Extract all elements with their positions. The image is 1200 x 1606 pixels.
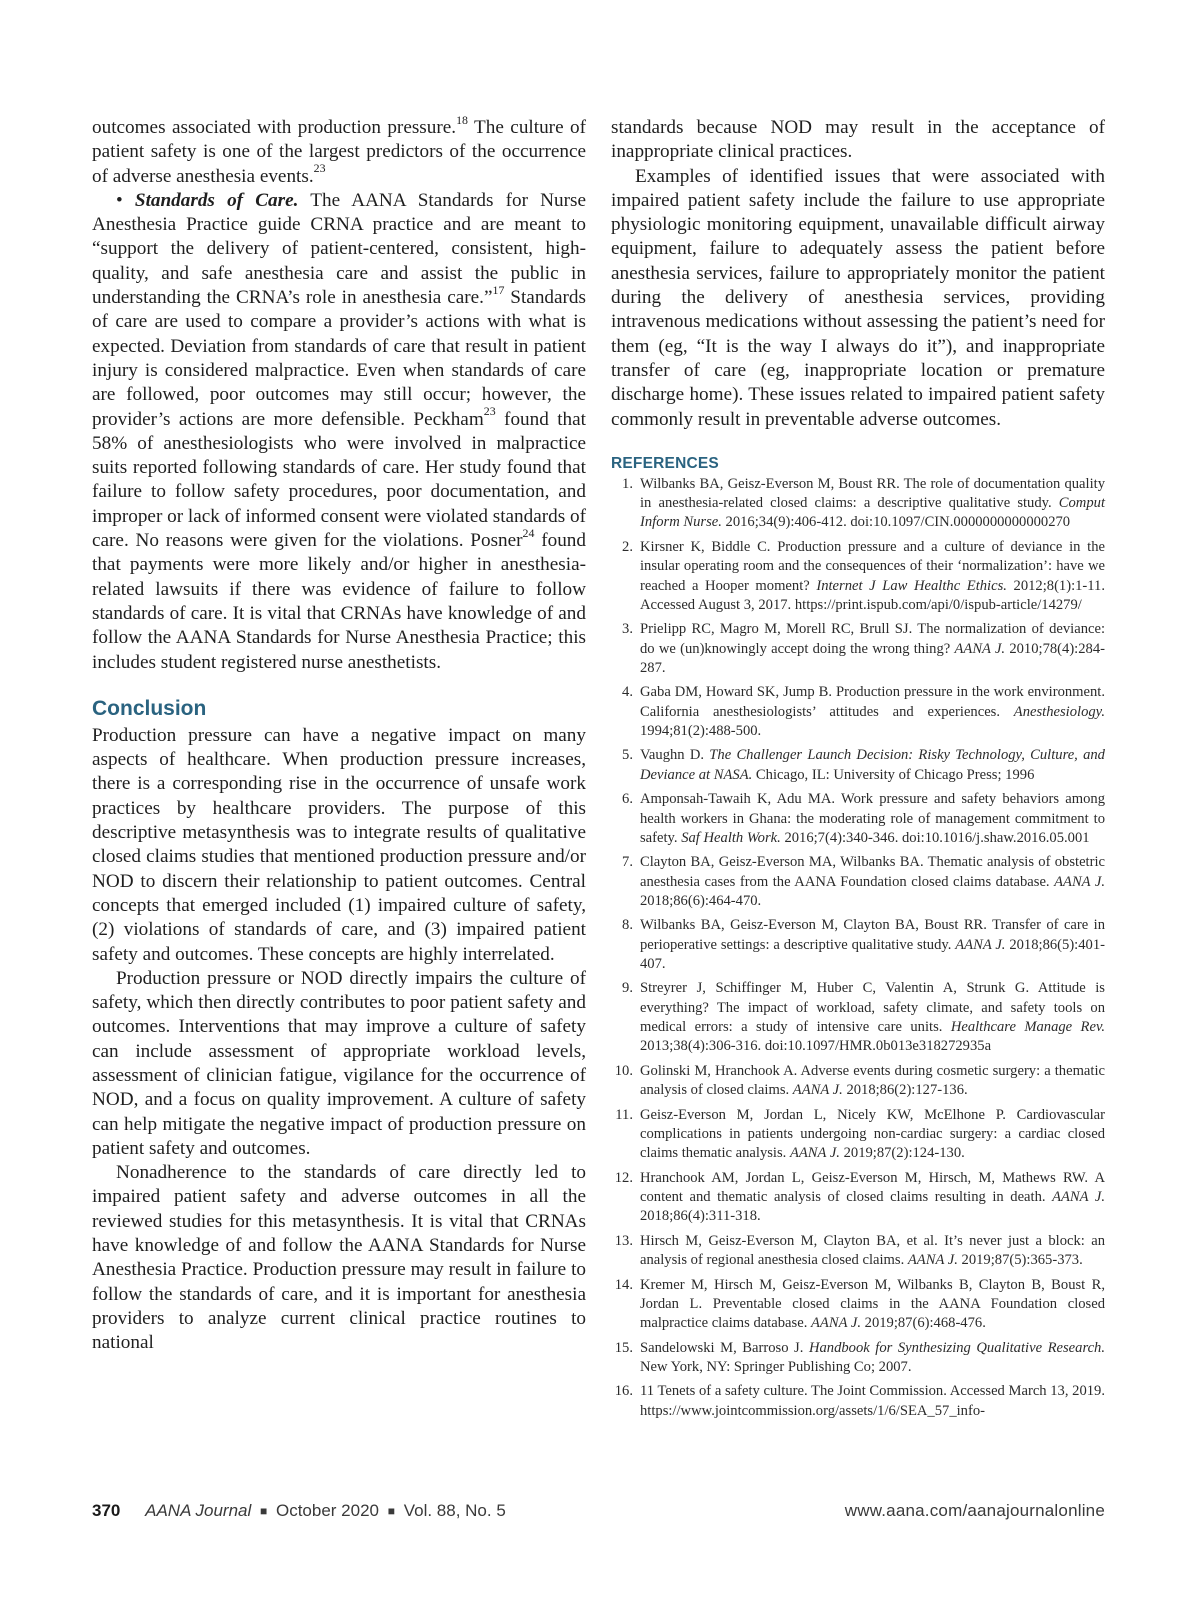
conclusion-heading: Conclusion: [92, 696, 207, 720]
bullet-icon: •: [116, 189, 123, 211]
reference-number: 11.: [615, 1106, 633, 1123]
paragraph-examples-of-issues: Examples of identified issues that were associated with impaired patient safety include the failure to use appropriate physiologic monitoring equipment, unavailable difficult airway equipment, failure to adequately assess the patient before anesthesia services, failure to appropriately monitor the patient during the delivery of anesthesia services, providing intravenous medications without assessing the patient’s need for them (eg, “It is the way I always do it”), and inappropriate transfer of care (eg, inappropriate location or premature discharge home). These issues related to impaired patient safety commonly result in preventable adverse outcomes.: [611, 165, 1105, 430]
references-heading: REFERENCES: [611, 454, 719, 472]
reference-journal: AANA J.: [954, 640, 1006, 657]
reference-item: 16. 11 Tenets of a safety culture. The Joint Commission. Accessed March 13, 2019. https://www.jointcommission.org/assets/1/6/SEA_57_info-: [611, 1382, 1105, 1421]
separator-square-icon: ■: [387, 1504, 395, 1518]
reference-journal: AANA J.: [792, 1082, 843, 1099]
reference-item: 9. Streyrer J, Schiffinger M, Huber C, Valentin A, Strunk G. Attitude is everything? The impact of workload, safety climate, and safety tools on medical errors: a study of intensive care units. Healthcare Manage Rev. 2013;38(4):306-316. doi:10.1097/HMR.0b013e318272935a: [611, 979, 1105, 1056]
reference-item: 11. Geisz-Everson M, Jordan L, Nicely KW, McElhone P. Cardiovascular complications in patients undergoing non-cardiac surgery: a cardiac closed claims thematic analysis. AANA J. 2019;87(2):124-130.: [611, 1106, 1105, 1164]
paragraph-standards-of-care: • Standards of Care. The AANA Standards for Nurse Anesthesia Practice guide CRNA practice and are meant to “support the delivery of patient-centered, consistent, high-quality, and safe anesthesia care and assist the public in understanding the CRNA’s role in anesthesia care.”$^{17}$ Standards of care are used to compare a provider’s actions with what is expected. Deviation from standards of care that result in patient injury is considered malpractice. Even when standards of care are followed, poor outcomes may still occur; however, the provider’s actions are more defensible. Peckham$^{23}$ found that 58% of anesthesiologists who were involved in malpractice suits reported following standards of care. Her study found that failure to follow safety procedures, poor documentation, and improper or lack of informed consent were violated standards of care. No reasons were given for the violations. Posner$^{24}$ found that payments were more likely and/or higher in anesthesia-related lawsuits if there was evidence of failure to follow standards of care. It is vital that CRNAs have knowledge of and follow the AANA Standards for Nurse Anesthesia Practice; this includes student registered nurse anesthetists.: [92, 189, 586, 673]
reference-item: 2. Kirsner K, Biddle C. Production pressure and a culture of deviance in the insular operating room and the consequences of their ‘normalization’: have we reached a Hooper moment? Internet J Law Healthc Ethics. 2012;8(1):1-11. Accessed August 3, 2017. https://print.ispub.com/api/0/ispub-article/14279/: [611, 538, 1105, 615]
reference-journal: Anesthesiology.: [1013, 703, 1105, 720]
reference-number: 13.: [614, 1232, 633, 1249]
reference-number: 3.: [622, 621, 633, 638]
reference-journal: AANA J.: [907, 1252, 958, 1269]
reference-item: 7. Clayton BA, Geisz-Everson MA, Wilbanks BA. Thematic analysis of obstetric anesthesia cases from the AANA Foundation closed claims database. AANA J. 2018;86(6):464-470.: [611, 853, 1105, 911]
reference-item: 1. Wilbanks BA, Geisz-Everson M, Boust RR. The role of documentation quality in anesthesia-related closed claims: a descriptive qualitative study. Comput Inform Nurse. 2016;34(9):406-412. doi:10.1097/CIN.0000000000000270: [611, 475, 1105, 533]
references-list: [611, 475, 1105, 1421]
reference-journal: Handbook for Synthesizing Qualitative Research.: [808, 1339, 1106, 1356]
paragraph-continued-standards: standards because NOD may result in the acceptance of inappropriate clinical practices.: [611, 117, 1105, 163]
volume-info: Vol. 88, No. 5: [403, 1501, 506, 1520]
reference-number: 1.: [622, 475, 633, 492]
reference-number: 12.: [614, 1169, 633, 1186]
reference-journal: AANA J.: [811, 1315, 861, 1332]
reference-number: 6.: [622, 791, 633, 808]
paragraph-production-pressure-outcomes: outcomes associated with production pressure.$^{18}$ The culture of patient safety is one of the largest predictors of the occurrence of adverse anesthesia events.$^{23}$: [92, 112, 586, 187]
reference-item: 13. Hirsch M, Geisz-Everson M, Clayton BA, et al. It’s never just a block: an analysis of regional anesthesia closed claims. AANA J. 2019;87(5):365-373.: [611, 1232, 1105, 1271]
reference-journal: AANA J.: [789, 1145, 840, 1162]
left-column: [92, 112, 586, 1356]
reference-item: 5. Vaughn D. The Challenger Launch Decision: Risky Technology, Culture, and Deviance at NASA. Chicago, IL: University of Chicago Press; 1996: [611, 746, 1105, 785]
reference-number: 15.: [614, 1339, 633, 1356]
reference-journal: AANA J.: [1054, 873, 1105, 890]
journal-url-link[interactable]: www.aana.com/aanajournalonline: [844, 1501, 1105, 1520]
citation-superscript: 23: [313, 161, 326, 176]
conclusion-paragraph-1: Production pressure can have a negative impact on many aspects of healthcare. When production pressure increases, there is a corresponding rise in the occurrence of unsafe work practices by healthcare providers. The purpose of this descriptive metasynthesis was to integrate results of qualitative closed claims studies that mentioned production pressure and/or NOD to discern their relationship to patient outcomes. Central concepts that emerged included (1) impaired culture of safety, (2) violations of standards of care, and (3) impaired patient safety and outcomes. These concepts are highly interrelated.: [92, 724, 586, 965]
reference-item: 10. Golinski M, Hranchook A. Adverse events during cosmetic surgery: a thematic analysis of closed claims. AANA J. 2018;86(2):127-136.: [611, 1062, 1105, 1101]
reference-number: 16.: [614, 1383, 633, 1400]
journal-name: AANA Journal: [145, 1501, 252, 1520]
conclusion-paragraph-2: Production pressure or NOD directly impairs the culture of safety, which then directly contributes to poor patient safety and outcomes. Interventions that may improve a culture of safety can include assessment of appropriate workload levels, assessment of clinician fatigue, vigilance for the occurrence of NOD, and a focus on quality improvement. A culture of safety can help mitigate the negative impact of production pressure on patient safety and outcomes.: [92, 967, 586, 1159]
reference-journal: AANA J.: [1052, 1189, 1105, 1206]
reference-number: 10.: [614, 1062, 633, 1079]
page-footer: [92, 1501, 1105, 1525]
reference-item: 12. Hranchook AM, Jordan L, Geisz-Everson M, Hirsch, M, Mathews RW. A content and thematic analysis of closed claims resulting in death. AANA J. 2018;86(4):311-318.: [611, 1169, 1105, 1227]
right-column: [611, 116, 1105, 1426]
reference-item: 15. Sandelowski M, Barroso J. Handbook for Synthesizing Qualitative Research. New York, NY: Springer Publishing Co; 2007.: [611, 1339, 1105, 1378]
reference-journal: Healthcare Manage Rev.: [950, 1019, 1105, 1036]
citation-superscript: 24: [522, 525, 535, 540]
reference-journal: Comput Inform Nurse.: [640, 495, 1105, 531]
reference-journal: AANA J.: [955, 936, 1006, 953]
reference-number: 5.: [622, 747, 633, 764]
reference-number: 9.: [622, 980, 633, 997]
page-number: 370: [92, 1501, 121, 1520]
reference-item: 3. Prielipp RC, Magro M, Morell RC, Brull SJ. The normalization of deviance: do we (un)knowingly accept doing the wrong thing? AANA J. 2010;78(4):284-287.: [611, 620, 1105, 678]
reference-item: 14. Kremer M, Hirsch M, Geisz-Everson M, Wilbanks B, Clayton B, Boust R, Jordan L. Preventable closed claims in the AANA Foundation closed malpractice claims database. AANA J. 2019;87(6):468-476.: [611, 1276, 1105, 1334]
reference-number: 14.: [614, 1276, 633, 1293]
bullet-lead-standards-of-care: Standards of Care.: [134, 189, 299, 211]
separator-square-icon: ■: [260, 1504, 268, 1518]
issue-date: October 2020: [275, 1501, 379, 1520]
reference-number: 8.: [622, 917, 633, 934]
reference-number: 4.: [622, 684, 633, 701]
citation-superscript: 17: [492, 282, 505, 297]
conclusion-paragraph-3: Nonadherence to the standards of care directly led to impaired patient safety and adverse outcomes in all the reviewed studies for this metasynthesis. It is vital that CRNAs have knowledge of and follow the AANA Standards for Nurse Anesthesia Practice. Production pressure may result in failure to follow the standards of care, and it is important for anesthesia providers to analyze current clinical practice routines to national: [92, 1162, 586, 1354]
reference-item: 8. Wilbanks BA, Geisz-Everson M, Clayton BA, Boust RR. Transfer of care in perioperative settings: a descriptive qualitative study. AANA J. 2018;86(5):401-407.: [611, 916, 1105, 974]
citation-superscript: 23: [483, 404, 496, 419]
reference-number: 2.: [622, 538, 633, 555]
reference-item: 4. Gaba DM, Howard SK, Jump B. Production pressure in the work environment. California anesthesiologists’ attitudes and experiences. Anesthesiology. 1994;81(2):488-500.: [611, 683, 1105, 741]
reference-journal: Saf Health Work.: [681, 829, 781, 846]
reference-item: 6. Amponsah-Tawaih K, Adu MA. Work pressure and safety behaviors among health workers in Ghana: the moderating role of management commitment to safety. Saf Health Work. 2016;7(4):340-346. doi:10.1016/j.shaw.2016.05.001: [611, 790, 1105, 848]
reference-journal: Internet J Law Healthc Ethics.: [816, 577, 1007, 594]
reference-number: 7.: [622, 854, 633, 871]
reference-journal: The Challenger Launch Decision: Risky Technology, Culture, and Deviance at NASA.: [640, 747, 1105, 783]
citation-superscript: 18: [456, 112, 468, 127]
